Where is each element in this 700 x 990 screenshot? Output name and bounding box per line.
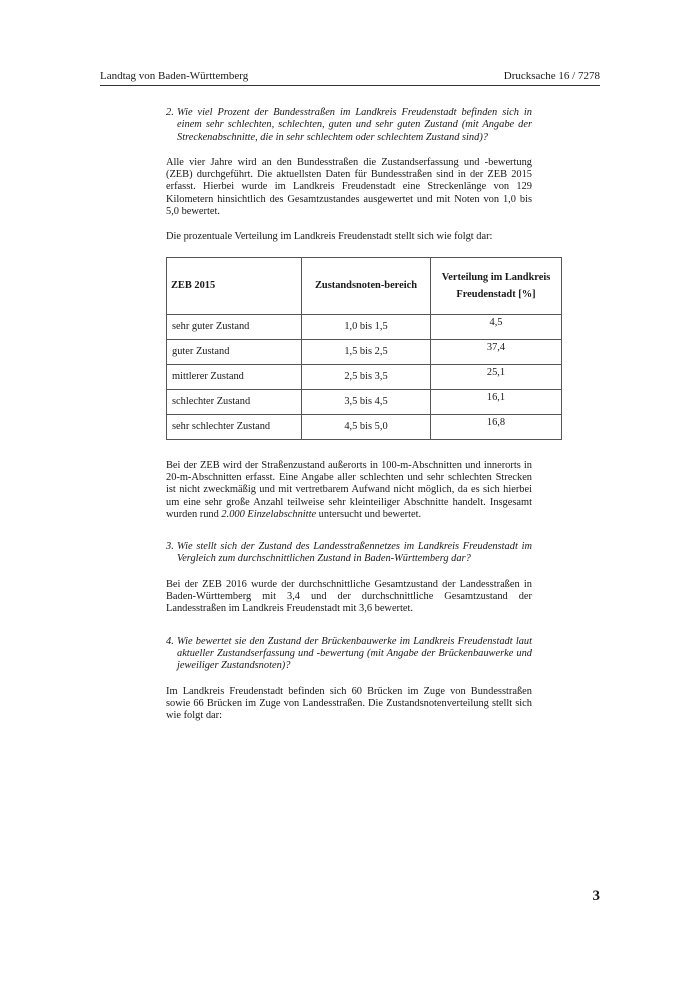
condition-distribution-table <box>166 257 562 440</box>
grade-range: 4,5 bis 5,0 <box>302 414 431 439</box>
answer-paragraph: Die prozentuale Verteilung im Landkreis Freudenstadt stellt sich wie folgt dar: <box>166 231 493 243</box>
condition-label: schlechter Zustand <box>167 389 302 414</box>
question-number: 3. <box>166 541 174 553</box>
percentage-value: 4,5 <box>431 314 562 339</box>
percentage-value: 16,8 <box>431 414 562 439</box>
answer-paragraph <box>166 460 532 521</box>
grade-range: 2,5 bis 3,5 <box>302 364 431 389</box>
question-number: 2. <box>166 107 174 118</box>
grade-range: 3,5 bis 4,5 <box>302 389 431 414</box>
column-header: ZEB 2015 <box>167 257 302 314</box>
question-text: Wie bewertet sie den Zustand der Brückenbauwerke im Landkreis Freudenstadt laut aktueller Zustandserfassung und -bewertung (mit Angabe der Brückenbauwerke und jeweiliger Zustandsnoten)? <box>177 635 532 672</box>
table-header-row <box>167 257 562 314</box>
parliament-name: Landtag von Baden-Württemberg <box>100 70 249 82</box>
table-row <box>167 364 562 389</box>
answer-paragraph: Bei der ZEB 2016 wurde der durchschnittliche Gesamtzustand der Landesstraßen in Baden-Württemberg mit 3,4 und der durchschnittliche Gesamtzustand der Landesstraßen im Landkreis Freudenstadt mit 3,6 bewertet. <box>166 578 532 615</box>
question-text: Wie stellt sich der Zustand des Landesstraßennetzes im Landkreis Freudenstadt im Vergleich zum durchschnittlichen Zustand in Baden-Württemberg dar? <box>177 541 532 565</box>
document-number: Drucksache 16 / 7278 <box>503 70 600 82</box>
question-3 <box>166 541 532 566</box>
table-row <box>167 314 562 339</box>
table-row <box>167 389 562 414</box>
question-4 <box>166 636 532 673</box>
table-row <box>167 339 562 364</box>
percentage-value: 25,1 <box>431 364 562 389</box>
percentage-value: 37,4 <box>431 339 562 364</box>
emphasized-text: 2.000 Einzelabschnitte <box>221 508 317 520</box>
condition-label: sehr schlechter Zustand <box>167 414 302 439</box>
page-header <box>100 70 600 86</box>
question-2 <box>166 107 532 144</box>
grade-range: 1,0 bis 1,5 <box>302 314 431 339</box>
percentage-value: 16,1 <box>431 389 562 414</box>
page-number: 3 <box>592 888 600 904</box>
column-header: Zustandsnoten-bereich <box>302 257 431 314</box>
column-header: Verteilung im Landkreis Freudenstadt [%] <box>431 257 562 314</box>
condition-label: guter Zustand <box>167 339 302 364</box>
condition-label: mittlerer Zustand <box>167 364 302 389</box>
answer-paragraph: Im Landkreis Freudenstadt befinden sich 60 Brücken im Zuge von Bundesstraßen sowie 66 Brücken im Zuge von Landesstraßen. Die Zustandsnotenverteilung stellt sich wie folgt dar: <box>166 685 532 722</box>
paragraph-text: untersucht und bewertet. <box>316 508 422 520</box>
condition-label: sehr guter Zustand <box>167 314 302 339</box>
question-text: Wie viel Prozent der Bundesstraßen im Landkreis Freudenstadt befinden sich in einem sehr schlechten, schlechten, guten und sehr guten Zustand (mit Angabe der Streckenabschnitte, die in sehr schlechtem oder schlechtem Zustand sind)? <box>177 107 532 143</box>
page-content <box>166 107 551 735</box>
answer-paragraph: Alle vier Jahre wird an den Bundesstraßen die Zustandserfassung und -bewertung (ZEB) durchgeführt. Die aktuellsten Daten für Bundesstraßen sind in der ZEB 2015 erfasst. Hierbei wurde im Landkreis Freudenstadt eine Streckenlänge von 129 Kilometern hinsichtlich des Gesamtzustandes ausgewertet und mit Noten von 1,0 bis 5,0 bewertet. <box>166 156 532 218</box>
grade-range: 1,5 bis 2,5 <box>302 339 431 364</box>
table-row <box>167 414 562 439</box>
paragraph-text: Bei der ZEB wird der Straßenzustand außerorts in 100-m-Abschnitten und innerorts in 20-m-Abschnitten erfasst. Eine Angabe aller schlechten und sehr schlechten Strecken ist nicht zweckmäßig und mit vertretbarem Aufwand nicht möglich, da es sich hierbei um eine sehr große Anzahl teilweise sehr kleinteiliger Abschnitte handelt. Insgesamt wurden rund <box>166 459 532 520</box>
question-number: 4. <box>166 635 174 647</box>
